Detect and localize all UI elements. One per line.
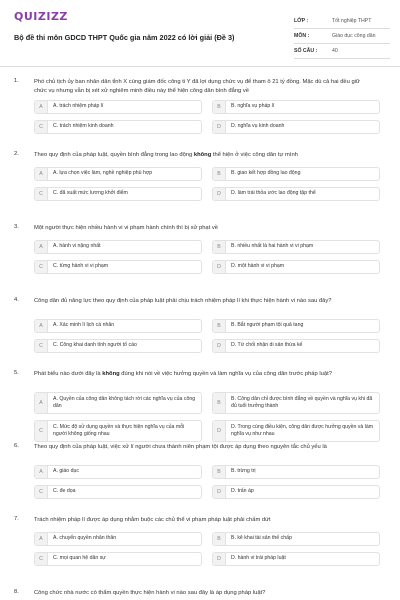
option-text: C. từng hành vi vi phạm (53, 263, 109, 270)
option-text: B. Bắt người phạm tội quả tang (231, 322, 304, 329)
question-number: 1. (14, 78, 19, 84)
answer-option-a[interactable] (34, 319, 202, 333)
answer-option-c[interactable] (34, 420, 202, 442)
option-text: A. giáo dục (53, 468, 79, 475)
question-list (0, 78, 400, 600)
question-number: 5. (14, 370, 19, 376)
answer-options (34, 465, 380, 499)
option-letter-badge: B (213, 320, 226, 332)
answer-option-d[interactable] (212, 420, 380, 442)
question-text-part: Công dân đủ năng lực theo quy định của pháp luật phải chịu trách nhiệm pháp lí khi thực hiện hành vi nào sau đây? (34, 298, 332, 304)
option-text: B. nhiều nhất là hai hành vi vi phạm (231, 243, 314, 250)
question-number: 7. (14, 516, 19, 522)
answer-option-c[interactable] (34, 120, 202, 134)
option-text: A. trách nhiệm pháp lí (53, 103, 104, 110)
option-letter-badge: A (35, 101, 48, 113)
question-text-part: Trách nhiệm pháp lí được áp dụng nhằm buộc các chủ thể vi phạm pháp luật phải chấm dứt (34, 517, 271, 523)
question-text (34, 589, 374, 598)
option-letter-badge: C (35, 261, 48, 273)
question-text (34, 297, 374, 306)
question-text-part: Công chức nhà nước có thẩm quyền thực hiện hành vi nào sau đây là áp dụng pháp luật? (34, 590, 266, 596)
question-text (34, 151, 374, 160)
option-text: C. Mức độ sử dụng quyền và thực hiện nghĩa vụ của mỗi người không giống nhau (53, 423, 185, 437)
question-text-part: Phát biểu nào dưới đây là (34, 371, 103, 377)
answer-option-d[interactable] (212, 260, 380, 274)
option-letter-badge: A (35, 320, 48, 332)
answer-options (34, 167, 380, 201)
question-item (0, 589, 400, 600)
answer-option-c[interactable] (34, 187, 202, 201)
option-letter-badge: C (35, 553, 48, 565)
question-item (0, 370, 400, 443)
question-item (0, 516, 400, 589)
answer-options (34, 100, 380, 134)
answer-option-d[interactable] (212, 187, 380, 201)
meta-label: LỚP : (294, 18, 309, 24)
option-text: A. lựa chọn việc làm, nghề nghiệp phù hợp (53, 170, 153, 177)
option-text: C. đã xuất mức lương khởi điểm (53, 190, 128, 197)
question-text (34, 78, 374, 96)
answer-option-b[interactable] (212, 167, 380, 181)
option-letter-badge: C (35, 188, 48, 200)
answer-option-d[interactable] (212, 552, 380, 566)
answer-option-b[interactable] (212, 319, 380, 333)
answer-option-b[interactable] (212, 532, 380, 546)
option-letter-badge: C (35, 121, 48, 133)
question-text-part: Theo quy định của pháp luật, việc xử lí người chưa thành niên phạm tội được áp dụng theo nguyên tắc chủ yếu là (34, 444, 327, 450)
option-letter-badge: D (213, 188, 226, 200)
meta-row-subject (294, 29, 390, 44)
option-letter-badge: D (213, 121, 226, 133)
option-letter-badge: A (35, 168, 48, 180)
meta-label: SỐ CÂU : (294, 48, 318, 54)
answer-options (34, 319, 380, 353)
answer-option-a[interactable] (34, 532, 202, 546)
question-number: 2. (14, 151, 19, 157)
option-text: A. Quyền của công dân không tách rời các nghĩa vụ của công dân (53, 395, 196, 409)
option-text: D. nghĩa vụ kinh doanh (231, 123, 285, 130)
option-letter-badge: D (213, 421, 226, 441)
quizizz-logo: QUIZIZZ (14, 10, 68, 23)
option-letter-badge: B (213, 533, 226, 545)
answer-option-b[interactable] (212, 392, 380, 414)
answer-option-a[interactable] (34, 240, 202, 254)
option-text: B. nghĩa vụ pháp lí (231, 103, 275, 110)
meta-row-class (294, 14, 390, 29)
option-text: B. kê khai tài sản thế chấp (231, 535, 292, 542)
option-letter-badge: D (213, 486, 226, 498)
answer-option-a[interactable] (34, 167, 202, 181)
question-item (0, 443, 400, 516)
answer-option-a[interactable] (34, 392, 202, 414)
question-number: 6. (14, 443, 19, 449)
option-letter-badge: C (35, 421, 48, 441)
option-text: D. Trong cùng điều kiện, công dân được hưởng quyền và làm nghĩa vụ như nhau (231, 423, 374, 437)
answer-option-d[interactable] (212, 120, 380, 134)
option-text: C. trách nhiệm kinh doanh (53, 123, 114, 130)
option-letter-badge: A (35, 466, 48, 478)
answer-option-c[interactable] (34, 485, 202, 499)
answer-option-b[interactable] (212, 465, 380, 479)
question-text (34, 224, 374, 233)
question-number: 8. (14, 589, 19, 595)
option-letter-badge: D (213, 340, 226, 352)
answer-option-c[interactable] (34, 339, 202, 353)
question-text-part: Một người thực hiện nhiều hành vi vi phạm hành chính thì bị xử phạt về (34, 225, 218, 231)
option-letter-badge: B (213, 241, 226, 253)
answer-option-d[interactable] (212, 339, 380, 353)
question-text-part: đúng khi nói về việc hưởng quyền và làm nghĩa vụ của công dân trước pháp luật? (119, 371, 332, 377)
meta-label: MÔN : (294, 33, 310, 39)
option-letter-badge: B (213, 168, 226, 180)
option-letter-badge: B (213, 466, 226, 478)
question-number: 4. (14, 297, 19, 303)
question-emphasis: không (102, 371, 120, 377)
meta-value: Tốt nghiệp THPT (332, 18, 372, 24)
question-number: 3. (14, 224, 19, 230)
option-letter-badge: C (35, 340, 48, 352)
question-item (0, 224, 400, 297)
question-text (34, 516, 374, 525)
option-text: B. trừng trị (231, 468, 256, 475)
question-text (34, 370, 374, 379)
answer-option-b[interactable] (212, 240, 380, 254)
answer-option-c[interactable] (34, 260, 202, 274)
meta-value: 40 (332, 48, 338, 54)
option-text: D. hành vi trái pháp luật (231, 555, 286, 562)
option-text: C. đe dọa (53, 488, 76, 495)
worksheet-meta-table (294, 14, 390, 59)
answer-options (34, 532, 380, 566)
option-text: C. Công khai danh tính người tố cáo (53, 342, 137, 349)
option-letter-badge: B (213, 101, 226, 113)
option-letter-badge: B (213, 393, 226, 413)
option-text: A. hành vi nặng nhất (53, 243, 101, 250)
option-letter-badge: A (35, 393, 48, 413)
option-text: D. trấn áp (231, 488, 254, 495)
question-text-part: Phó chủ tịch ủy ban nhân dân tỉnh X cùng giám đốc công ti Y đã lợi dụng chức vụ để tham ô 21 tỷ đồng. Mặc dù cả hai đều giữ chức vụ nhưng vẫn bị xét xử nghiêm minh điều này thể hiện công dân bình đẳng về (34, 79, 360, 94)
header-divider (0, 66, 400, 67)
question-emphasis: không (193, 152, 212, 158)
option-letter-badge: D (213, 261, 226, 273)
option-letter-badge: C (35, 486, 48, 498)
option-text: A. chuyển quyền nhân thân (53, 535, 117, 542)
option-text: B. giao kết hợp đồng lao động (231, 170, 301, 177)
answer-option-a[interactable] (34, 465, 202, 479)
question-text-part: thể hiện ở việc công dân tự mình (211, 152, 298, 158)
worksheet-title: Bộ đề thi môn GDCD THPT Quốc gia năm 2022 có lời giải (Đề 3) (14, 33, 235, 42)
question-text (34, 443, 374, 452)
meta-value: Giáo dục công dân (332, 33, 376, 39)
answer-options (34, 392, 380, 442)
meta-row-question-count (294, 44, 390, 59)
option-text: D. làm trái thỏa ước lao động tập thể (231, 190, 316, 197)
option-text: D. một hành vi vi phạm (231, 263, 285, 270)
option-letter-badge: D (213, 553, 226, 565)
answer-option-d[interactable] (212, 485, 380, 499)
answer-option-b[interactable] (212, 100, 380, 114)
question-item (0, 151, 400, 224)
option-letter-badge: A (35, 533, 48, 545)
question-item (0, 78, 400, 151)
question-text-part: Theo quy định của pháp luật, quyền bình đẳng trong lao động (34, 152, 194, 158)
option-letter-badge: A (35, 241, 48, 253)
answer-option-c[interactable] (34, 552, 202, 566)
option-text: C. mọi quan hệ dân sự (53, 555, 106, 562)
option-text: D. Từ chối nhận di sản thừa kế (231, 342, 303, 349)
worksheet-header (0, 0, 400, 62)
answer-option-a[interactable] (34, 100, 202, 114)
option-text: B. Công dân chỉ được bình đẳng về quyền và nghĩa vụ khi đã đủ tuổi trưởng thành (231, 395, 373, 409)
answer-options (34, 240, 380, 274)
option-text: A. Xác minh lí lịch cá nhân (53, 322, 115, 329)
question-item (0, 297, 400, 370)
